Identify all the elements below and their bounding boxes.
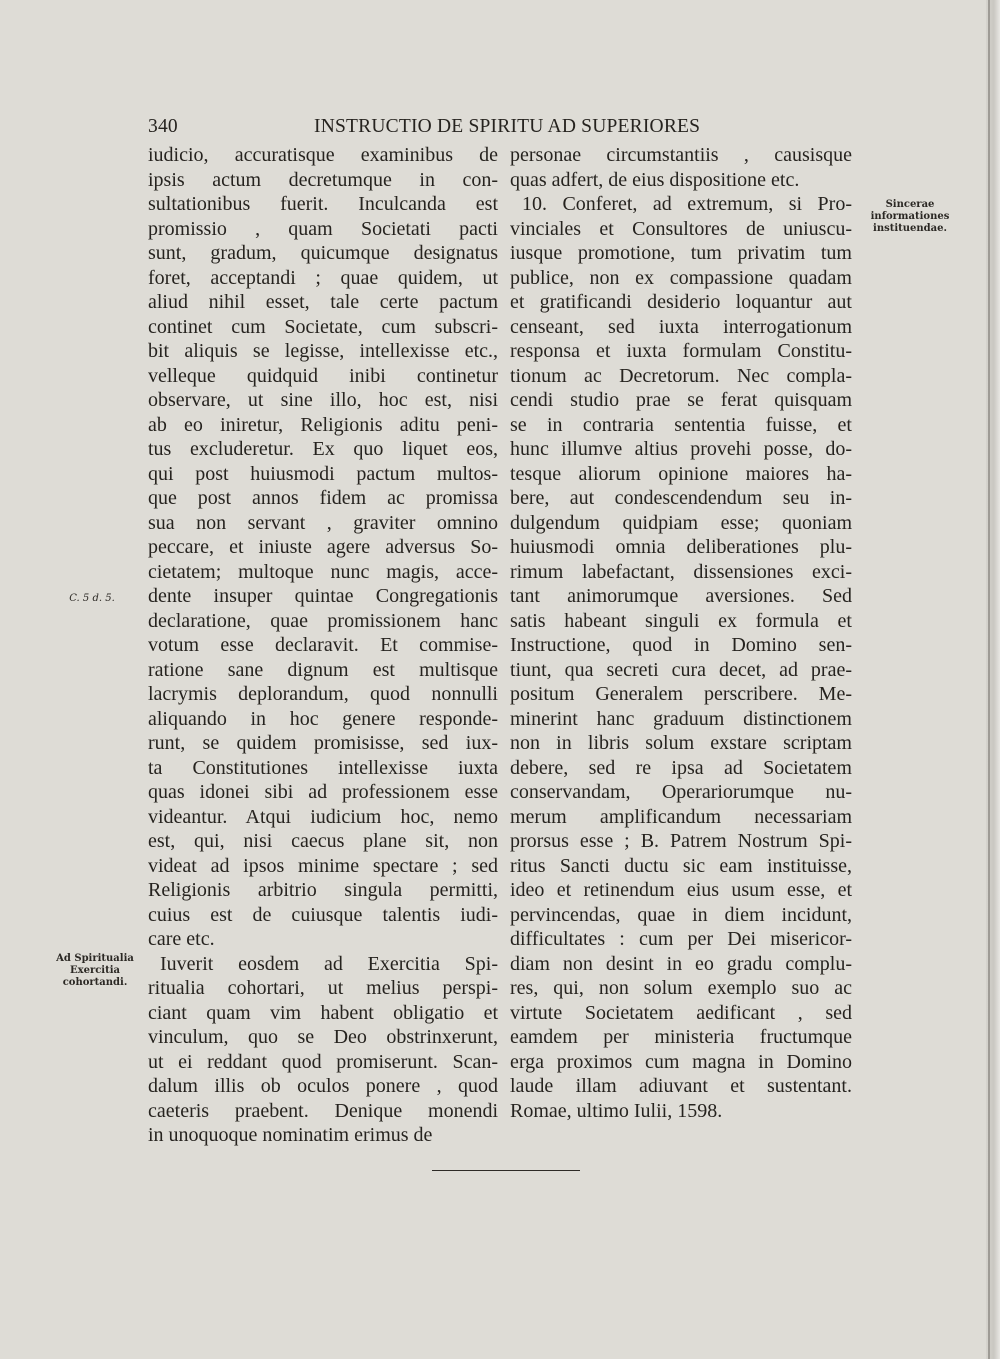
- text-line: dente insuper quintae Congregationis: [148, 585, 498, 607]
- text-line: cietatem; multoque nunc magis, acce-: [148, 560, 498, 583]
- text-line: sua non servant , graviter omnino: [148, 511, 498, 534]
- text-line: que post annos fidem ac promissa: [148, 487, 498, 509]
- page-number: 340: [148, 116, 178, 137]
- text-line: ratione sane dignum est multisque: [148, 658, 498, 681]
- text-line: eamdem per ministeria fructumque: [510, 1026, 852, 1048]
- margin-note-line: informationes: [870, 211, 950, 222]
- page-edge-line: [988, 0, 990, 1359]
- text-line: erga proximos cum magna in Domino: [510, 1050, 852, 1073]
- text-line: ritualia cohortari, ut melius perspi-: [148, 977, 498, 999]
- margin-note-spiritualia: [44, 953, 146, 989]
- margin-note-line: C. 5 d. 5.: [69, 593, 115, 604]
- text-line: bere, aut condescendendum seu in-: [510, 487, 852, 509]
- text-line: minerint hanc graduum distinctionem: [510, 707, 852, 730]
- text-line: res, qui, non solum exemplo suo ac: [510, 977, 852, 999]
- text-line: cuius est de cuiusque talentis iudi-: [148, 903, 498, 926]
- text-line: censeant, sed iuxta interrogationum: [510, 315, 852, 338]
- text-line: diam non desint in eo gradu complu-: [510, 952, 852, 975]
- text-line: bit aliquis se legisse, intellexisse etc.,: [148, 340, 498, 362]
- text-line: qui post huiusmodi pactum multos-: [148, 462, 498, 485]
- text-line: ut ei reddant quod promiserunt. Scan-: [148, 1050, 498, 1073]
- text-line: ritus Sancti ductu sic eam instituisse,: [510, 854, 852, 877]
- text-line: ab eo iniretur, Religionis aditu peni-: [148, 413, 498, 436]
- text-line: non in libris solum exstare scriptam: [510, 732, 852, 754]
- text-line: ideo et retinendum eius usum esse, et: [510, 879, 852, 901]
- margin-note-line: Ad Spiritualia: [56, 953, 134, 964]
- margin-note-c5d5: [52, 593, 132, 605]
- text-line: huiusmodi omnia deliberationes plu-: [510, 536, 852, 558]
- text-line: Iuverit eosdem ad Exercitia Spi-: [160, 952, 498, 975]
- text-line: quas idonei sibi ad professionem esse: [148, 781, 498, 803]
- text-line: Romae, ultimo Iulii, 1598.: [510, 1099, 723, 1122]
- running-head: [148, 114, 701, 140]
- text-line: prorsus esse ; B. Patrem Nostrum Spi-: [510, 830, 852, 852]
- text-line: lacrymis deplorandum, quod nonnulli: [148, 683, 498, 705]
- text-line: declaratione, quae promissionem hanc: [148, 609, 498, 632]
- text-line: videantur. Atqui iudicium hoc, nemo: [148, 805, 498, 828]
- text-line: vinculum, quo se Deo obstrinxerunt,: [148, 1026, 498, 1048]
- text-line: observare, ut sine illo, hoc est, nisi: [148, 389, 498, 411]
- text-line: peccare, et iniuste agere adversus So-: [148, 536, 498, 558]
- text-line: ciant quam vim habent obligatio et: [148, 1001, 498, 1024]
- text-line: votum esse declaravit. Et commise-: [148, 634, 498, 656]
- text-line: care etc.: [148, 928, 215, 950]
- text-line: virtute Societatem aedificant , sed: [510, 1001, 852, 1024]
- text-line: iudicio, accuratisque examinibus de: [148, 144, 498, 166]
- text-line: responsa et iuxta formulam Constitu-: [510, 340, 852, 362]
- text-line: difficultates : cum per Dei misericor-: [510, 928, 852, 950]
- margin-note-line: cohortandi.: [62, 977, 128, 988]
- text-line: tionum ac Decretorum. Nec compla-: [510, 364, 852, 387]
- margin-note-line: Sincerae: [885, 199, 935, 210]
- text-line: Instructione, quod in Domino sen-: [510, 634, 852, 656]
- margin-note-line: Exercitia: [70, 965, 120, 976]
- text-line: aliquando in hoc genere responde-: [148, 707, 498, 730]
- text-line: rimum labefactant, dissensiones exci-: [510, 560, 852, 583]
- margin-note-sincerae: [858, 199, 962, 235]
- text-line: debere, sed re ipsa ad Societatem: [510, 756, 852, 779]
- text-line: sunt, gradum, quicumque designatus: [148, 242, 498, 264]
- page-title: INSTRUCTIO DE SPIRITU AD SUPERIORES: [314, 116, 701, 137]
- text-line: est, qui, nisi caecus plane sit, non: [148, 830, 498, 852]
- margin-note-line: instituendae.: [873, 223, 947, 234]
- column-right: [510, 143, 852, 1123]
- text-line: pervincendas, quae in diem incidunt,: [510, 903, 852, 926]
- text-line: positum Generalem perscribere. Me-: [510, 683, 852, 705]
- text-line: tiunt, qua secreti cura decet, ad prae-: [510, 658, 852, 681]
- text-line: 10. Conferet, ad extremum, si Pro-: [522, 193, 852, 215]
- text-line: dulgendum quidpiam esse; quoniam: [510, 511, 852, 534]
- text-line: aliud nihil esset, tale certe pactum: [148, 291, 498, 313]
- text-line: ipsis actum decretumque in con-: [148, 168, 498, 191]
- text-line: se in contraria sententia fuisse, et: [510, 413, 852, 436]
- text-line: caeteris praebent. Denique monendi: [148, 1099, 498, 1122]
- text-line: videat ad ipsos minime spectare ; sed: [148, 854, 498, 877]
- text-line: continet cum Societate, cum subscri-: [148, 315, 498, 338]
- text-line: tus excluderetur. Ex quo liquet eos,: [148, 438, 498, 460]
- text-line: et gratificandi desiderio loquantur aut: [510, 291, 852, 313]
- text-line: runt, se quidem promisisse, sed iux-: [148, 732, 498, 754]
- text-line: quas adfert, de eius dispositione etc.: [510, 168, 800, 191]
- text-line: satis habeant singuli ex formula et: [510, 609, 852, 632]
- footnote-rule: [432, 1170, 580, 1171]
- text-line: Religionis arbitrio singula permitti,: [148, 879, 498, 901]
- text-line: velleque quidquid inibi continetur: [148, 364, 498, 387]
- text-line: promissio , quam Societati pacti: [148, 217, 498, 240]
- text-line: foret, acceptandi ; quae quidem, ut: [148, 266, 498, 289]
- text-line: tant animorumque aversiones. Sed: [510, 585, 852, 607]
- text-line: vinciales et Consultores de uniuscu-: [510, 217, 852, 240]
- column-left: [148, 143, 498, 1148]
- text-line: in unoquoque nominatim erimus de: [148, 1124, 433, 1146]
- text-line: conservandam, Operariorumque nu-: [510, 781, 852, 803]
- text-line: ta Constitutiones intellexisse iuxta: [148, 756, 498, 779]
- text-line: cendi studio prae se ferat quisquam: [510, 389, 852, 411]
- text-line: dalum illis ob oculos ponere , quod: [148, 1075, 498, 1097]
- text-line: laude illam adiuvant et sustentant.: [510, 1075, 852, 1097]
- text-line: hunc illumve altius provehi posse, do-: [510, 438, 852, 460]
- text-line: publice, non ex compassione quadam: [510, 266, 852, 289]
- text-line: sultationibus fuerit. Inculcanda est: [148, 193, 498, 215]
- text-line: tesque aliorum opinione maiores ha-: [510, 462, 852, 485]
- text-line: personae circumstantiis , causisque: [510, 144, 852, 166]
- text-line: iusque promotione, tum privatim tum: [510, 242, 852, 264]
- text-line: merum amplificandum necessariam: [510, 805, 852, 828]
